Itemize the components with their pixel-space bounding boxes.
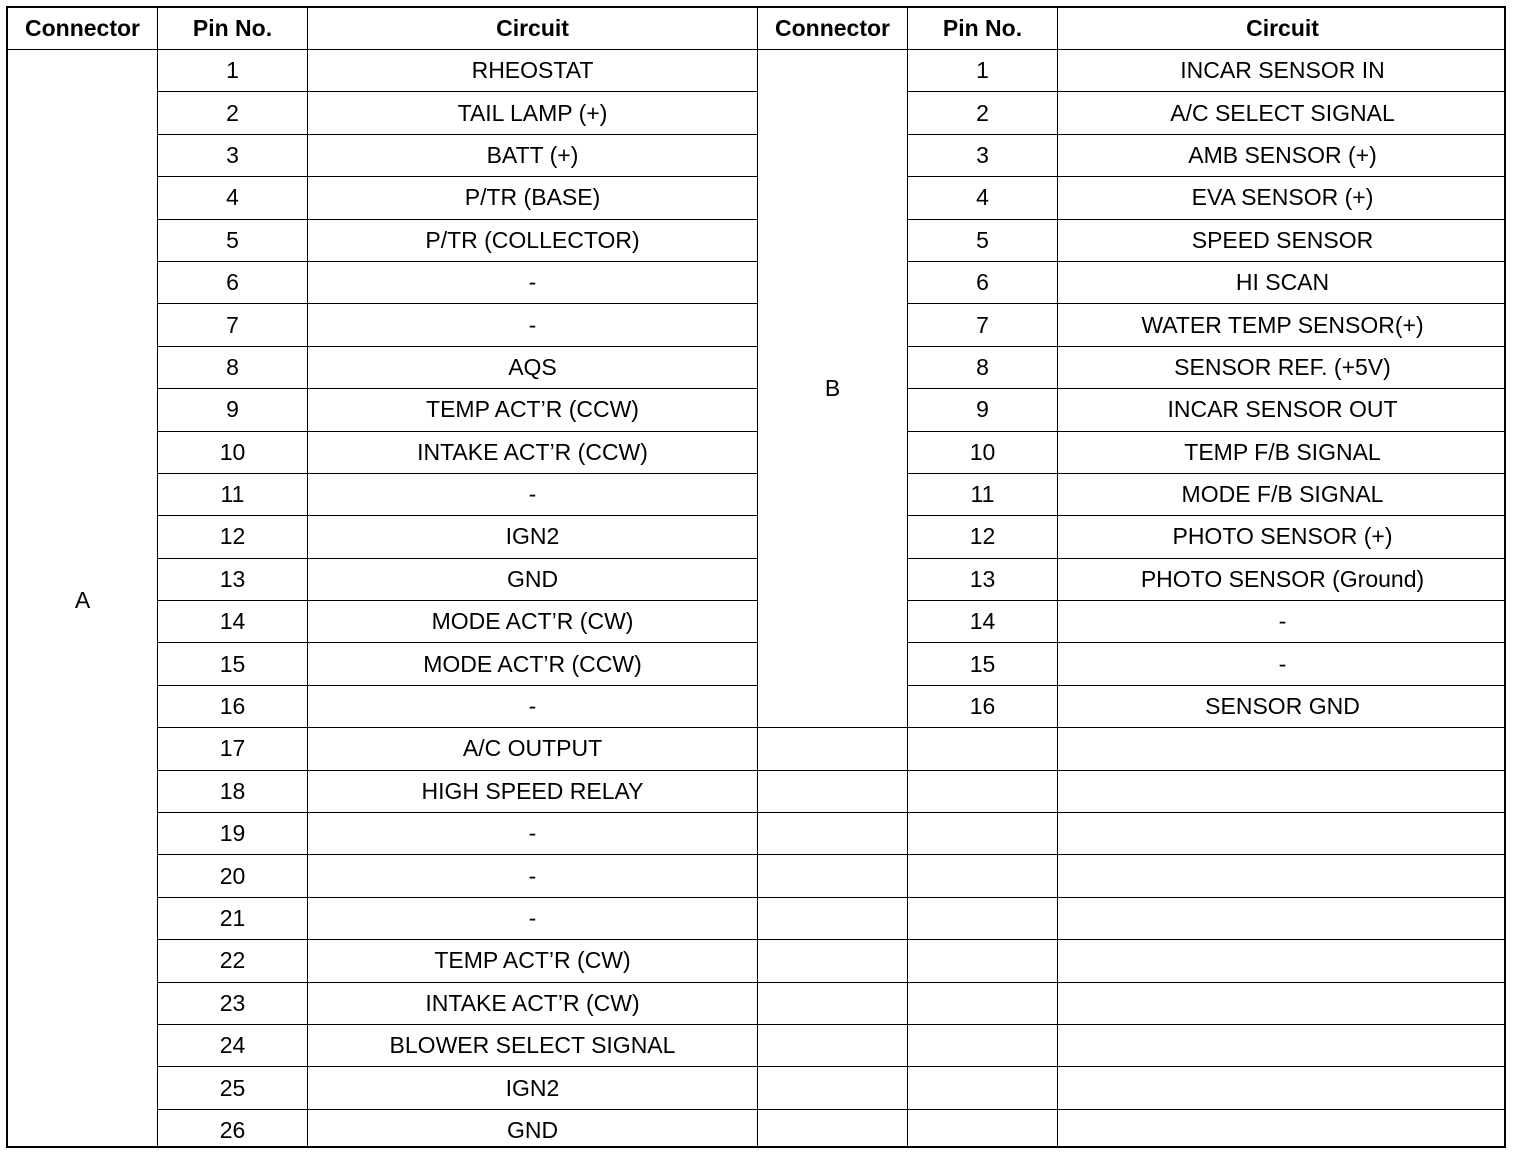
empty-connector-b-cell — [758, 1024, 908, 1066]
circuit-b: WATER TEMP SENSOR(+) — [1058, 304, 1507, 346]
connector-pin-table — [7, 7, 1506, 1148]
table-row — [8, 940, 1507, 982]
pin-number-a: 22 — [158, 940, 308, 982]
table-row — [8, 177, 1507, 219]
circuit-b: SENSOR REF. (+5V) — [1058, 346, 1507, 388]
circuit-a: TEMP ACT’R (CCW) — [308, 389, 758, 431]
table-row — [8, 770, 1507, 812]
pin-number-b: 7 — [908, 304, 1058, 346]
empty-circuit-b-cell — [1058, 1109, 1507, 1148]
pin-number-a: 23 — [158, 982, 308, 1024]
circuit-b: HI SCAN — [1058, 261, 1507, 303]
pin-number-b: 4 — [908, 177, 1058, 219]
circuit-a: P/TR (COLLECTOR) — [308, 219, 758, 261]
circuit-a: IGN2 — [308, 516, 758, 558]
empty-pin-b-cell — [908, 1067, 1058, 1109]
connector-a-label: A — [8, 50, 158, 1149]
pin-number-a: 26 — [158, 1109, 308, 1148]
circuit-a: INTAKE ACT’R (CW) — [308, 982, 758, 1024]
pin-number-a: 21 — [158, 897, 308, 939]
empty-connector-b-cell — [758, 940, 908, 982]
pin-number-b: 3 — [908, 134, 1058, 176]
header-pin-no-a: Pin No. — [158, 8, 308, 50]
circuit-a: - — [308, 813, 758, 855]
empty-connector-b-cell — [758, 982, 908, 1024]
pin-number-a: 12 — [158, 516, 308, 558]
circuit-a: GND — [308, 558, 758, 600]
circuit-b: INCAR SENSOR OUT — [1058, 389, 1507, 431]
empty-circuit-b-cell — [1058, 982, 1507, 1024]
pin-number-a: 19 — [158, 813, 308, 855]
empty-connector-b-cell — [758, 728, 908, 770]
pin-number-a: 24 — [158, 1024, 308, 1066]
pin-rows — [8, 50, 1507, 1149]
header-connector-b: Connector — [758, 8, 908, 50]
pin-number-a: 11 — [158, 473, 308, 515]
pin-number-b: 6 — [908, 261, 1058, 303]
circuit-a: MODE ACT’R (CW) — [308, 601, 758, 643]
table-row — [8, 685, 1507, 727]
empty-pin-b-cell — [908, 728, 1058, 770]
pin-number-a: 14 — [158, 601, 308, 643]
pin-number-b: 13 — [908, 558, 1058, 600]
table-row — [8, 219, 1507, 261]
pin-number-b: 1 — [908, 50, 1058, 92]
empty-circuit-b-cell — [1058, 940, 1507, 982]
circuit-b: INCAR SENSOR IN — [1058, 50, 1507, 92]
circuit-b: PHOTO SENSOR (Ground) — [1058, 558, 1507, 600]
empty-pin-b-cell — [908, 897, 1058, 939]
circuit-a: AQS — [308, 346, 758, 388]
circuit-b: MODE F/B SIGNAL — [1058, 473, 1507, 515]
empty-circuit-b-cell — [1058, 897, 1507, 939]
circuit-a: P/TR (BASE) — [308, 177, 758, 219]
table-row — [8, 516, 1507, 558]
table-row — [8, 473, 1507, 515]
circuit-a: A/C OUTPUT — [308, 728, 758, 770]
header-circuit-b: Circuit — [1058, 8, 1507, 50]
pin-number-a: 25 — [158, 1067, 308, 1109]
pin-number-b: 15 — [908, 643, 1058, 685]
connector-b-label: B — [758, 50, 908, 728]
pin-number-a: 3 — [158, 134, 308, 176]
empty-pin-b-cell — [908, 982, 1058, 1024]
empty-circuit-b-cell — [1058, 1067, 1507, 1109]
empty-pin-b-cell — [908, 770, 1058, 812]
pin-number-a: 4 — [158, 177, 308, 219]
pin-number-a: 15 — [158, 643, 308, 685]
empty-circuit-b-cell — [1058, 770, 1507, 812]
empty-circuit-b-cell — [1058, 855, 1507, 897]
table-row — [8, 92, 1507, 134]
circuit-a: - — [308, 304, 758, 346]
circuit-a: BATT (+) — [308, 134, 758, 176]
circuit-a: - — [308, 897, 758, 939]
header-circuit-a: Circuit — [308, 8, 758, 50]
pin-number-a: 10 — [158, 431, 308, 473]
pin-number-a: 8 — [158, 346, 308, 388]
pin-number-b: 10 — [908, 431, 1058, 473]
pin-number-b: 9 — [908, 389, 1058, 431]
pin-number-a: 7 — [158, 304, 308, 346]
table-row — [8, 304, 1507, 346]
pin-number-b: 2 — [908, 92, 1058, 134]
table-row — [8, 601, 1507, 643]
pin-number-a: 2 — [158, 92, 308, 134]
table-row — [8, 1024, 1507, 1066]
circuit-b: SPEED SENSOR — [1058, 219, 1507, 261]
circuit-a: MODE ACT’R (CCW) — [308, 643, 758, 685]
header-pin-no-b: Pin No. — [908, 8, 1058, 50]
circuit-b: AMB SENSOR (+) — [1058, 134, 1507, 176]
empty-pin-b-cell — [908, 1109, 1058, 1148]
pin-number-b: 16 — [908, 685, 1058, 727]
empty-connector-b-cell — [758, 813, 908, 855]
empty-connector-b-cell — [758, 770, 908, 812]
table-row — [8, 134, 1507, 176]
pin-number-b: 8 — [908, 346, 1058, 388]
pin-number-a: 5 — [158, 219, 308, 261]
circuit-b: PHOTO SENSOR (+) — [1058, 516, 1507, 558]
empty-pin-b-cell — [908, 1024, 1058, 1066]
table-row — [8, 855, 1507, 897]
table-row — [8, 389, 1507, 431]
circuit-a: IGN2 — [308, 1067, 758, 1109]
empty-circuit-b-cell — [1058, 813, 1507, 855]
pin-number-b: 14 — [908, 601, 1058, 643]
circuit-a: - — [308, 685, 758, 727]
table-row — [8, 897, 1507, 939]
pin-number-a: 20 — [158, 855, 308, 897]
empty-circuit-b-cell — [1058, 728, 1507, 770]
empty-pin-b-cell — [908, 813, 1058, 855]
header-row — [8, 8, 1507, 50]
empty-connector-b-cell — [758, 897, 908, 939]
header-connector-a: Connector — [8, 8, 158, 50]
circuit-a: HIGH SPEED RELAY — [308, 770, 758, 812]
circuit-b: TEMP F/B SIGNAL — [1058, 431, 1507, 473]
pin-number-a: 6 — [158, 261, 308, 303]
empty-connector-b-cell — [758, 1109, 908, 1148]
pin-number-b: 12 — [908, 516, 1058, 558]
table-row — [8, 813, 1507, 855]
circuit-a: - — [308, 261, 758, 303]
circuit-a: RHEOSTAT — [308, 50, 758, 92]
pin-number-a: 9 — [158, 389, 308, 431]
circuit-a: - — [308, 473, 758, 515]
circuit-b: SENSOR GND — [1058, 685, 1507, 727]
table-row — [8, 1109, 1507, 1148]
circuit-a: - — [308, 855, 758, 897]
pin-number-b: 11 — [908, 473, 1058, 515]
table-row — [8, 643, 1507, 685]
table-row — [8, 1067, 1507, 1109]
table-row — [8, 50, 1507, 92]
pin-number-a: 13 — [158, 558, 308, 600]
table-row — [8, 431, 1507, 473]
circuit-a: INTAKE ACT’R (CCW) — [308, 431, 758, 473]
table-row — [8, 728, 1507, 770]
empty-pin-b-cell — [908, 940, 1058, 982]
table-row — [8, 982, 1507, 1024]
empty-pin-b-cell — [908, 855, 1058, 897]
circuit-a: BLOWER SELECT SIGNAL — [308, 1024, 758, 1066]
pin-number-a: 18 — [158, 770, 308, 812]
pin-number-a: 17 — [158, 728, 308, 770]
table-row — [8, 558, 1507, 600]
empty-connector-b-cell — [758, 1067, 908, 1109]
circuit-b: EVA SENSOR (+) — [1058, 177, 1507, 219]
circuit-b: A/C SELECT SIGNAL — [1058, 92, 1507, 134]
pin-number-a: 16 — [158, 685, 308, 727]
table-row — [8, 346, 1507, 388]
circuit-a: GND — [308, 1109, 758, 1148]
circuit-b: - — [1058, 601, 1507, 643]
pin-number-a: 1 — [158, 50, 308, 92]
circuit-a: TEMP ACT’R (CW) — [308, 940, 758, 982]
circuit-b: - — [1058, 643, 1507, 685]
circuit-a: TAIL LAMP (+) — [308, 92, 758, 134]
empty-connector-b-cell — [758, 855, 908, 897]
empty-circuit-b-cell — [1058, 1024, 1507, 1066]
pin-number-b: 5 — [908, 219, 1058, 261]
connector-pin-table-frame — [6, 6, 1506, 1148]
table-row — [8, 261, 1507, 303]
